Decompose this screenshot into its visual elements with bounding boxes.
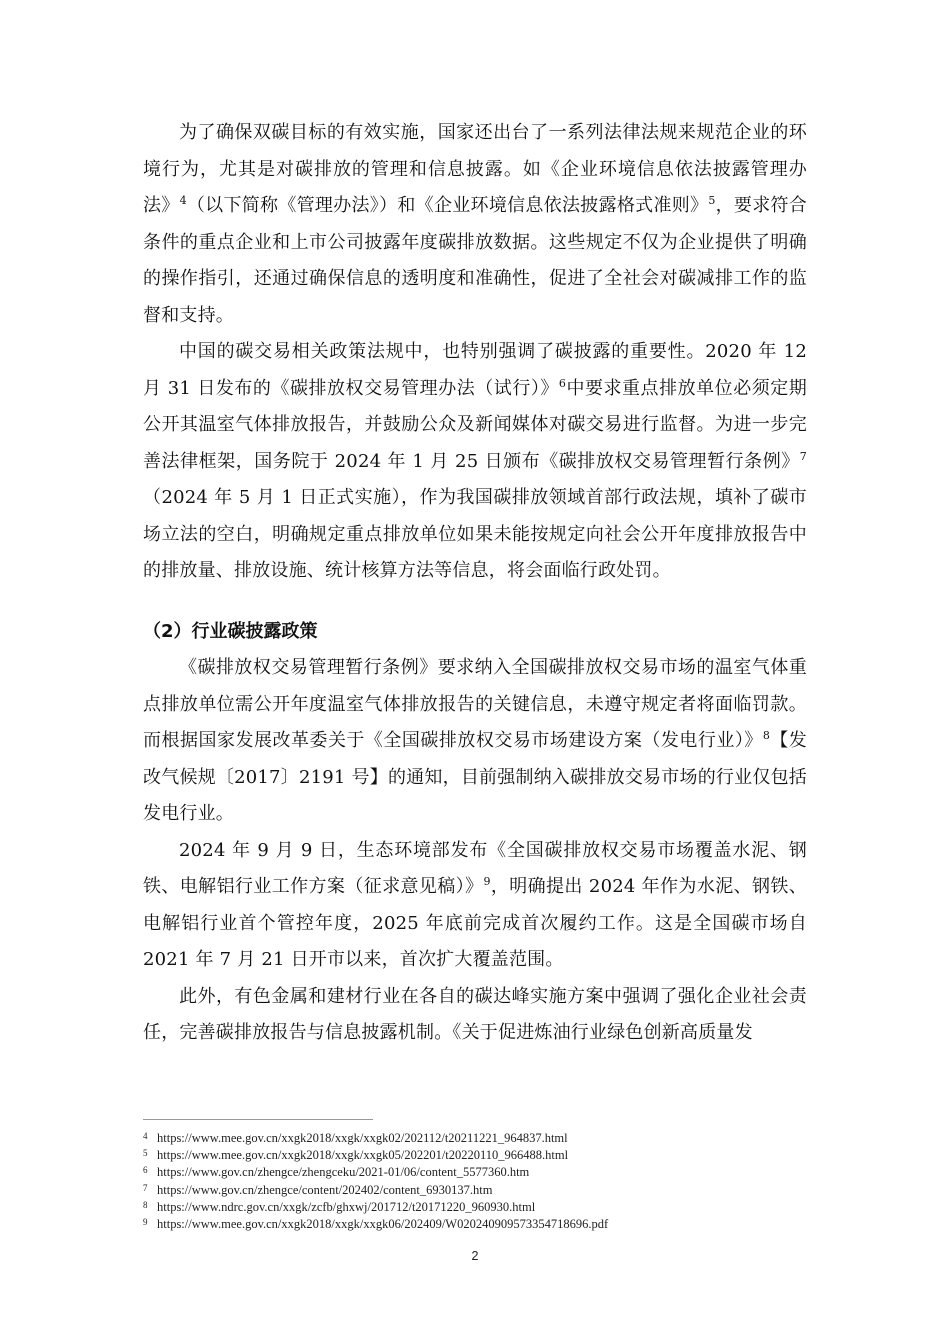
footnote — [143, 1198, 807, 1215]
footnote — [143, 1181, 807, 1198]
paragraph-text: ，要求符合条件的重点企业和上市公司披露年度碳排放数据。这些规定不仅为企业提供了明确的操作指引，还通过确保信息的透明度和准确性，促进了全社会对碳减排工作的监督和支持。 — [143, 195, 808, 326]
footnote-link[interactable]: https://www.gov.cn/zhengce/zhengceku/2021-01/06/content_5577360.htm — [157, 1165, 530, 1180]
footnote-link[interactable]: https://www.mee.gov.cn/xxgk2018/xxgk/xxgk06/202409/W020240909573354718696.pdf — [157, 1217, 609, 1232]
footnote — [143, 1146, 807, 1163]
footnote-link[interactable]: https://www.ndrc.gov.cn/xxgk/zcfb/ghxwj/201712/t20171220_960930.html — [157, 1199, 536, 1214]
paragraph-text: （以下简称《管理办法》）和《企业环境信息依法披露格式准则》 — [186, 195, 709, 216]
footnote-number: 4 — [143, 1131, 148, 1141]
footnote-link[interactable]: https://www.gov.cn/zhengce/content/202402/content_6930137.htm — [157, 1182, 493, 1197]
paragraph-text: 《碳排放权交易管理暂行条例》要求纳入全国碳排放权交易市场的温室气体重点排放单位需公开年度温室气体排放报告的关键信息，未遵守规定者将面临罚款。而根据国家发展改革委关于《全国碳排放权交易市场建设方案（发电行业）》 — [143, 657, 807, 751]
section-heading: （2）行业碳披露政策 — [143, 620, 318, 642]
paragraph-text: ，明确提出 2024 年作为水泥、钢铁、电解铝行业首个管控年度，2025 年底前完成首次履约工作。这是全国碳市场自 2021 年 7 月 21 日开市以来，首次扩大覆盖范围。 — [143, 876, 807, 970]
footnote — [143, 1129, 807, 1146]
footnote-number: 6 — [143, 1165, 148, 1176]
footnote-number: 8 — [143, 1199, 148, 1210]
paragraph-text: 中国的碳交易相关政策法规中，也特别强调了碳披露的重要性。2020 年 12 月 31 日发布的《碳排放权交易管理办法（试行）》 — [143, 341, 807, 399]
footnote-ref[interactable]: 6 — [558, 376, 567, 390]
footnote-number: 7 — [143, 1182, 148, 1193]
footnote-ref[interactable]: 8 — [762, 729, 771, 742]
footnote — [143, 1215, 807, 1232]
paragraph-legal-framework — [143, 115, 807, 334]
footnote — [143, 1163, 807, 1180]
paragraph-carbon-trading — [143, 334, 807, 590]
footnote-ref[interactable]: 4 — [179, 194, 187, 207]
paragraph-text: 为了确保双碳目标的有效实施，国家还出台了一系列法律法规来规范企业的环境行为，尤其是对碳排放的管理和信息披露。如《企业环境信息依法披露管理办法》 — [143, 122, 807, 216]
footnote-link[interactable]: https://www.mee.gov.cn/xxgk2018/xxgk/xxgk02/202112/t20211221_964837.html — [157, 1131, 568, 1145]
body-text — [143, 115, 807, 1052]
footnote-separator — [143, 1119, 373, 1120]
paragraph-text: 【发改气候规〔2017〕2191 号】的通知，目前强制纳入碳排放交易市场的行业仅包括发电行业。 — [143, 730, 808, 824]
paragraph-interim-regulations — [143, 650, 807, 833]
paragraph-market-expansion — [143, 833, 807, 979]
footnote-link[interactable]: https://www.mee.gov.cn/xxgk2018/xxgk/xxgk05/202201/t20220110_966488.html — [157, 1148, 569, 1163]
paragraph-text: 2024 年 9 月 9 日，生态环境部发布《全国碳排放权交易市场覆盖水泥、钢铁、电解铝行业工作方案（征求意见稿）》 — [143, 839, 807, 897]
footnote-ref[interactable]: 9 — [483, 875, 491, 888]
paragraph-text: 此外，有色金属和建材行业在各自的碳达峰实施方案中强调了强化企业社会责任，完善碳排放报告与信息披露机制。《关于促进炼油行业绿色创新高质量发 — [143, 985, 807, 1043]
footnote-ref[interactable]: 5 — [708, 194, 716, 207]
page-number: 2 — [471, 1249, 479, 1263]
paragraph-other-industries — [143, 979, 807, 1052]
footnote-ref[interactable]: 7 — [799, 449, 807, 463]
footnotes — [143, 1129, 807, 1232]
paragraph-text: 中要求重点排放单位必须定期公开其温室气体排放报告，并鼓励公众及新闻媒体对碳交易进行监督。为进一步完善法律框架，国务院于 2024 年 1 月 25 日颁布《碳排放权交易管理暂行条例》 — [143, 377, 807, 472]
paragraph-text: （2024 年 5 月 1 日正式实施），作为我国碳排放领域首部行政法规，填补了碳市场立法的空白，明确规定重点排放单位如果未能按规定向社会公开年度排放报告中的排放量、排放设施、统计核算方法等信息，将会面临行政处罚。 — [143, 487, 807, 581]
footnote-number: 9 — [143, 1217, 148, 1228]
footnote-number: 5 — [143, 1148, 148, 1159]
